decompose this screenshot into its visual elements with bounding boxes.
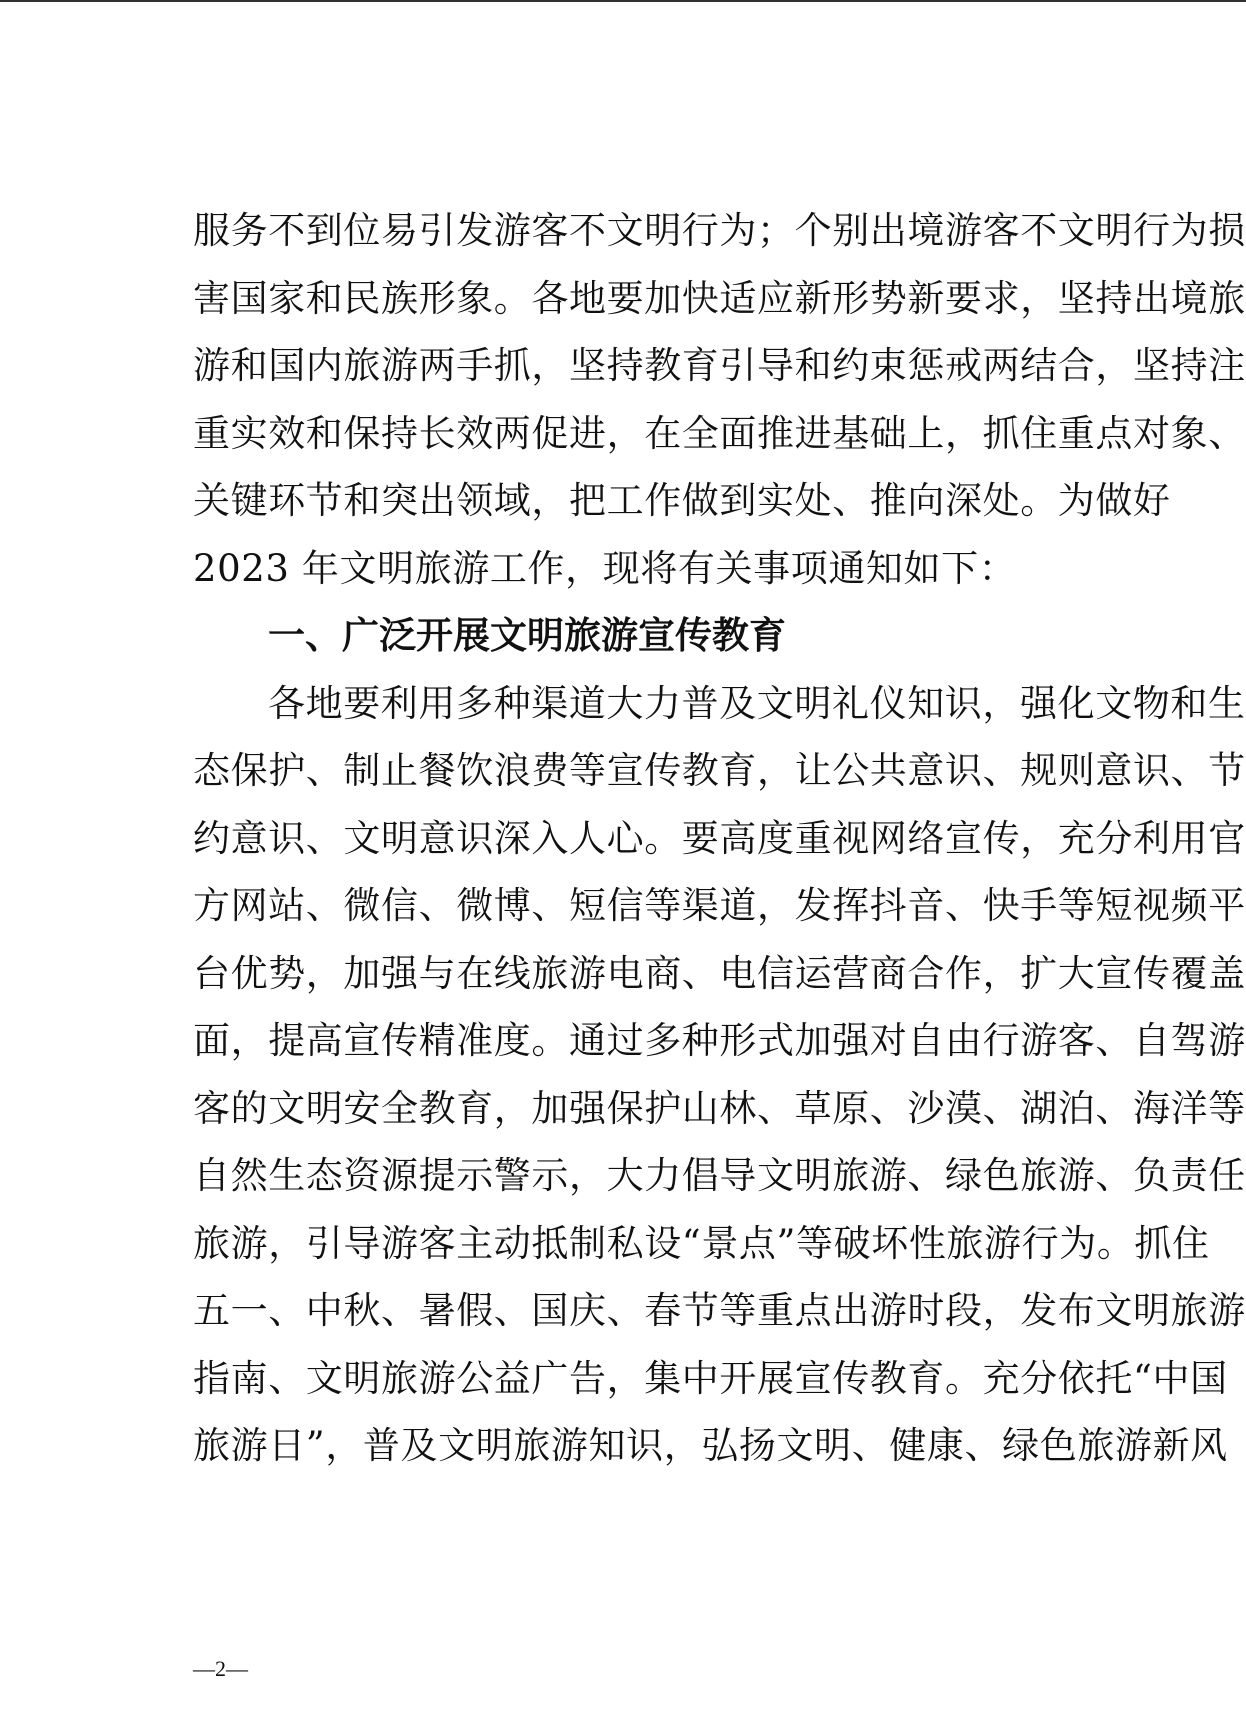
paragraph-line: 五一、中秋、暑假、国庆、春节等重点出游时段，发布文明旅游 xyxy=(193,1289,1246,1332)
paragraph-line: 态保护、制止餐饮浪费等宣传教育，让公共意识、规则意识、节 xyxy=(193,749,1246,792)
paragraph-line: 方网站、微信、微博、短信等渠道，发挥抖音、快手等短视频平 xyxy=(193,884,1246,927)
paragraph-line: 服务不到位易引发游客不文明行为；个别出境游客不文明行为损 xyxy=(193,209,1246,252)
paragraph-line: 关键环节和突出领域，把工作做到实处、推向深处。为做好 xyxy=(193,479,1171,522)
paragraph-line: 自然生态资源提示警示，大力倡导文明旅游、绿色旅游、负责任 xyxy=(193,1154,1246,1197)
paragraph-line: 约意识、文明意识深入人心。要高度重视网络宣传，充分利用官 xyxy=(193,817,1246,860)
paragraph-line: 游和国内旅游两手抓，坚持教育引导和约束惩戒两结合，坚持注 xyxy=(193,344,1246,387)
page-number: —2— xyxy=(193,1656,248,1681)
paragraph-line: 害国家和民族形象。各地要加快适应新形势新要求，坚持出境旅 xyxy=(193,277,1246,320)
paragraph-line: 指南、文明旅游公益广告，集中开展宣传教育。充分依托“中国 xyxy=(193,1357,1228,1400)
paragraph-line: 旅游日”，普及文明旅游知识，弘扬文明、健康、绿色旅游新风 xyxy=(193,1424,1228,1467)
paragraph-line: 2023 年文明旅游工作，现将有关事项通知如下： xyxy=(193,547,1017,590)
paragraph-line: 客的文明安全教育，加强保护山林、草原、沙漠、湖泊、海洋等 xyxy=(193,1087,1246,1130)
paragraph-line: 重实效和保持长效两促进，在全面推进基础上，抓住重点对象、 xyxy=(193,412,1246,455)
paragraph-line: 旅游，引导游客主动抵制私设“景点”等破坏性旅游行为。抓住 xyxy=(193,1222,1210,1265)
paragraph-line: 面，提高宣传精准度。通过多种形式加强对自由行游客、自驾游 xyxy=(193,1019,1246,1062)
paragraph-line: 台优势，加强与在线旅游电商、电信运营商合作，扩大宣传覆盖 xyxy=(193,952,1246,995)
section-heading: 一、广泛开展文明旅游宣传教育 xyxy=(268,614,786,657)
paragraph-line: 各地要利用多种渠道大力普及文明礼仪知识，强化文物和生 xyxy=(268,682,1246,725)
